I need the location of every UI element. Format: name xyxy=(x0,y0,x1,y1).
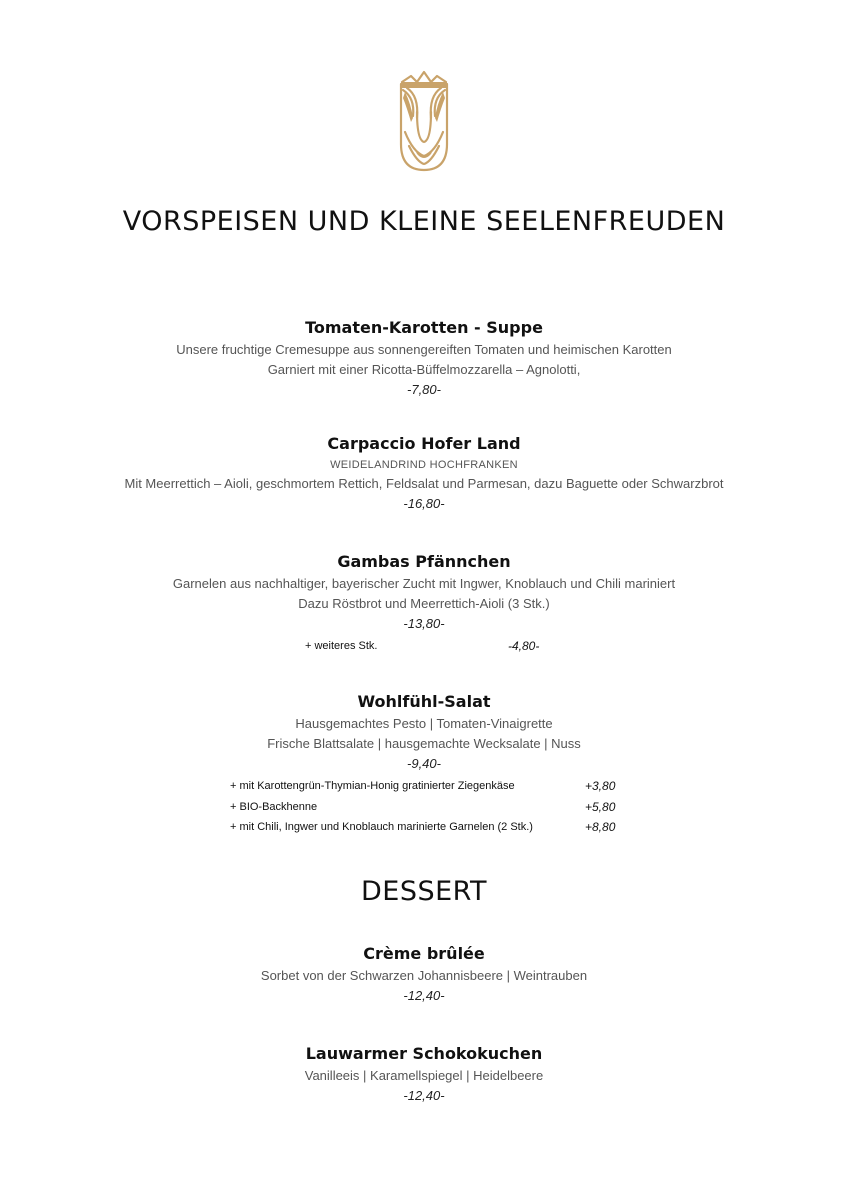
dish-price: -7,80- xyxy=(407,382,441,397)
dish-description: Sorbet von der Schwarzen Johannisbeere | Weintrauben xyxy=(260,968,588,983)
dish-description: Vanilleeis | Karamellspiegel | Heidelbeere xyxy=(304,1068,544,1083)
extra-option-label: + mit Karottengrün-Thymian-Honig gratinierter Ziegenkäse xyxy=(230,780,515,792)
dish-description: Garnelen aus nachhaltiger, bayerischer Zucht mit Ingwer, Knoblauch und Chili mariniert xyxy=(172,576,676,591)
section-title-dessert: DESSERT xyxy=(361,876,487,907)
extra-option-price: -4,80- xyxy=(508,639,540,653)
dish-name: Gambas Pfännchen xyxy=(337,552,511,571)
extra-option-price: +8,80 xyxy=(585,820,616,834)
dish-description: Hausgemachtes Pesto | Tomaten-Vinaigrette xyxy=(295,716,553,731)
menu-item xyxy=(0,432,848,514)
extra-option-price: +5,80 xyxy=(585,800,616,814)
extra-option-label: + mit Chili, Ingwer und Knoblauch marinierte Garnelen (2 Stk.) xyxy=(230,821,533,833)
dish-description: Garniert mit einer Ricotta-Büffelmozzarella – Agnolotti, xyxy=(267,362,581,377)
section-title-starters: VORSPEISEN UND KLEINE SEELENFREUDEN xyxy=(122,206,726,237)
extra-option-label: + weiteres Stk. xyxy=(305,640,378,652)
menu-item xyxy=(0,550,848,634)
crowned-figure-crest-icon xyxy=(397,68,451,172)
dish-price: -12,40- xyxy=(403,1088,445,1103)
dish-price: -13,80- xyxy=(403,616,445,631)
menu-item xyxy=(0,316,848,400)
dish-price: -12,40- xyxy=(403,988,445,1003)
dish-name: Crème brûlée xyxy=(363,944,485,963)
dish-subtitle: WEIDELANDRIND HOCHFRANKEN xyxy=(330,459,518,471)
dish-name: Wohlfühl-Salat xyxy=(357,692,491,711)
dish-name: Carpaccio Hofer Land xyxy=(327,434,521,453)
dish-price: -16,80- xyxy=(403,496,445,511)
dish-description: Unsere fruchtige Cremesuppe aus sonnengereiften Tomaten und heimischen Karotten xyxy=(176,342,672,357)
menu-item xyxy=(0,690,848,774)
dish-description: Frische Blattsalate | hausgemachte Wecksalate | Nuss xyxy=(267,736,581,751)
dish-price: -9,40- xyxy=(407,756,441,771)
extra-option-label: + BIO-Backhenne xyxy=(230,801,318,813)
menu-item xyxy=(0,1042,848,1106)
dish-description: Mit Meerrettich – Aioli, geschmortem Rettich, Feldsalat und Parmesan, dazu Baguette oder Schwarzbrot xyxy=(124,476,724,491)
dish-name: Lauwarmer Schokokuchen xyxy=(305,1044,543,1063)
extra-option-price: +3,80 xyxy=(585,779,616,793)
dish-name: Tomaten-Karotten - Suppe xyxy=(305,318,543,337)
dish-description: Dazu Röstbrot und Meerrettich-Aioli (3 Stk.) xyxy=(298,596,550,611)
restaurant-logo xyxy=(397,68,451,172)
menu-item xyxy=(0,942,848,1006)
